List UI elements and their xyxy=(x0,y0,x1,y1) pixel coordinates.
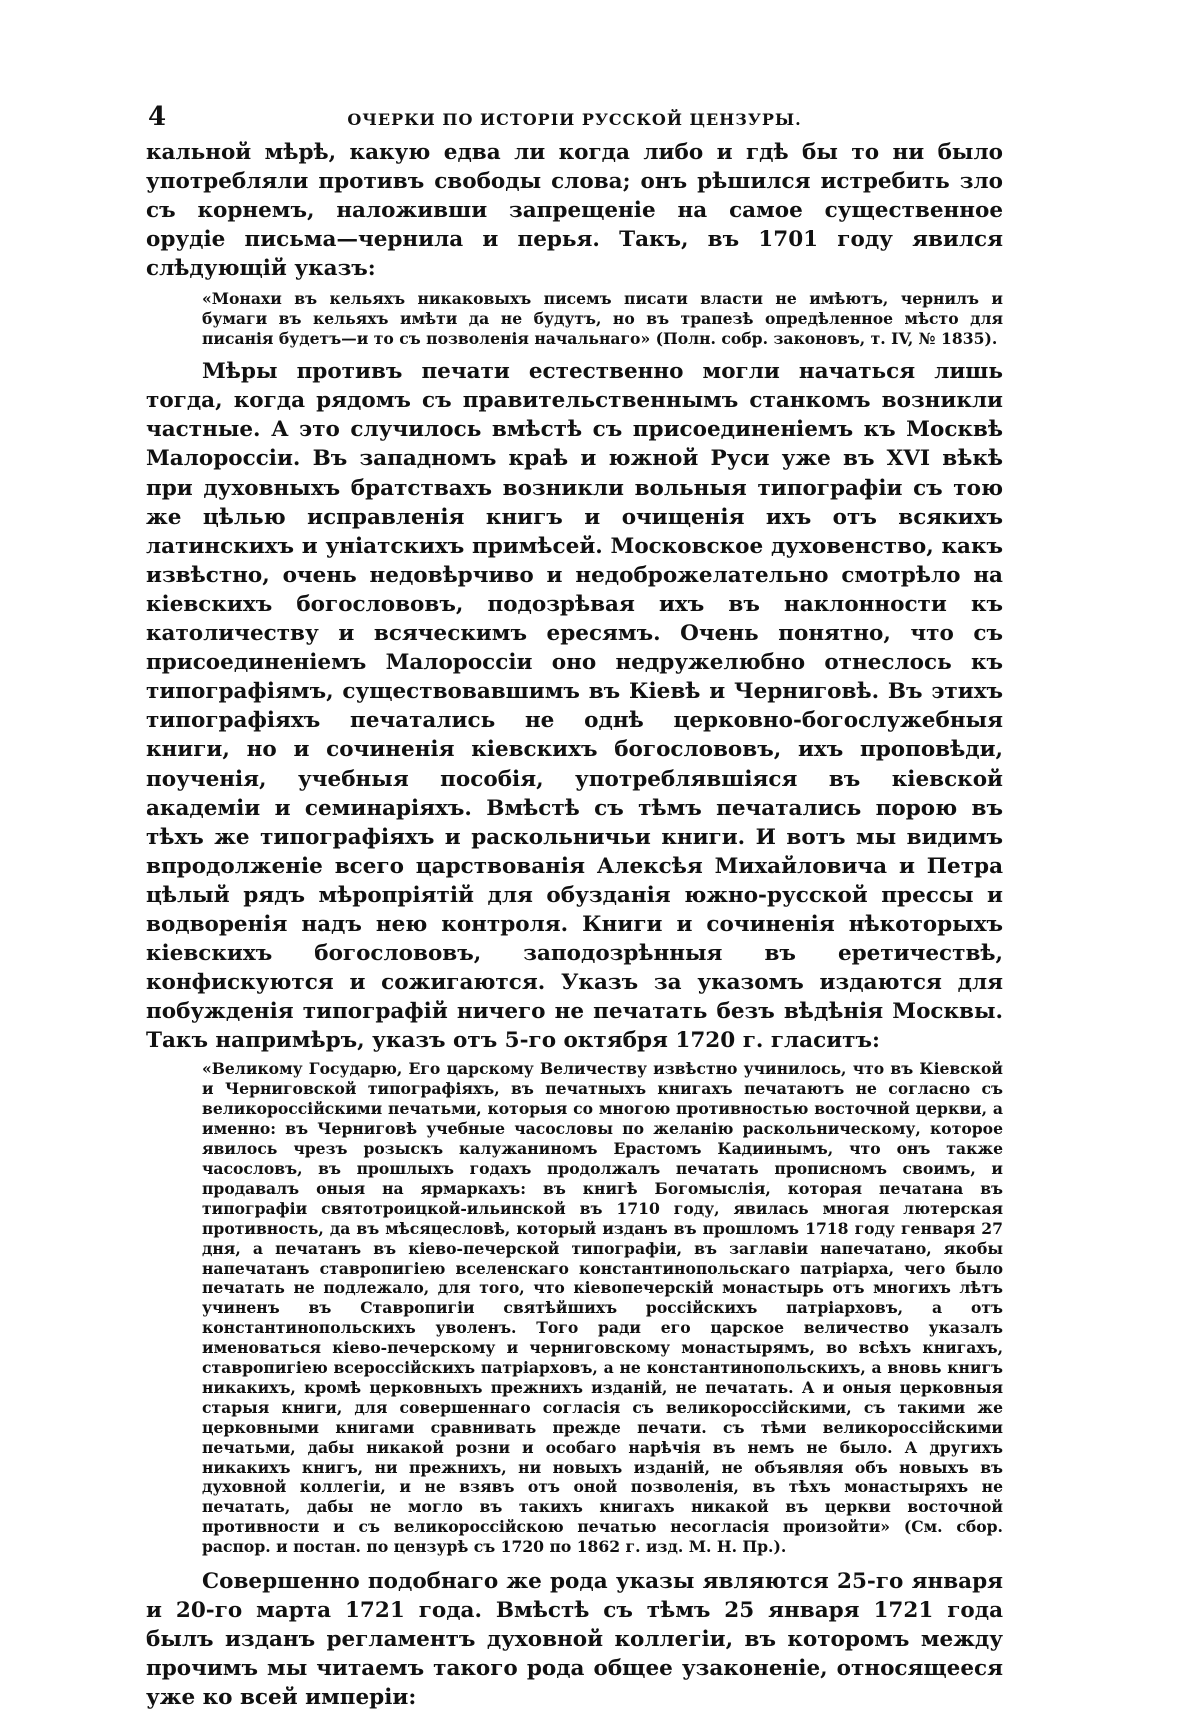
running-title: ОЧЕРКИ ПО ИСТОРІИ РУССКОЙ ЦЕНЗУРЫ. xyxy=(347,110,802,129)
body-paragraph-2: Мѣры противъ печати естественно могли начаться лишь тогда, когда рядомъ съ правительственнымъ станкомъ возникли частные. А это случилось вмѣстѣ съ присоединеніемъ къ Москвѣ Малороссіи. Въ западномъ краѣ и южной Руси уже въ XVI вѣкѣ при духовныхъ братствахъ возникли вольныя типографіи съ тою же цѣлью исправленія книгъ и очищенія ихъ отъ всякихъ латинскихъ и уніатскихъ примѣсей. Московское духовенство, какъ извѣстно, очень недовѣрчиво и недоброжелательно смотрѣло на кіевскихъ богослововъ, подозрѣвая ихъ въ наклонности къ католичеству и всяческимъ ересямъ. Очень понятно, что съ присоединеніемъ Малороссіи оно недружелюбно отнеслось къ типографіямъ, существовавшимъ въ Кіевѣ и Черниговѣ. Въ этихъ типографіяхъ печатались не однѣ церковно-богослужебныя книги, но и сочиненія кіевскихъ богослововъ, ихъ проповѣди, поученія, учебныя пособія, употреблявшіяся въ кіевской академіи и семинаріяхъ. Вмѣстѣ съ тѣмъ печатались порою въ тѣхъ же типографіяхъ и раскольничьи книги. И вотъ мы видимъ впродолженіе всего царствованія Алексѣя Михайловича и Петра цѣлый рядъ мѣропріятій для обузданія южно-русской прессы и водворенія надъ нею контроля. Книги и сочиненія нѣкоторыхъ кіевскихъ богослововъ, заподозрѣнныя въ еретичествѣ, конфискуются и сожигаются. Указъ за указомъ издаются для побужденія типографій ничего не печатать безъ вѣдѣнія Москвы. Такъ напримѣръ, указъ отъ 5-го октября 1720 г. гласитъ: xyxy=(146,359,1003,1054)
running-head xyxy=(146,100,1003,138)
body-paragraph-1: кальной мѣрѣ, какую едва ли когда либо и гдѣ бы то ни было употребляли противъ свободы слова; онъ рѣшился истребить зло съ корнемъ, наложивши запрещеніе на самое существенное орудіе письма—чернила и перья. Такъ, въ 1701 году явился слѣдующій указъ: xyxy=(146,140,1003,282)
body-paragraph-3: Совершенно подобнаго же рода указы являются 25-го января и 20-го марта 1721 года. Вмѣстѣ съ тѣмъ 25 января 1721 года былъ изданъ регламентъ духовной коллегіи, въ которомъ между прочимъ мы читаемъ такого рода общее узаконеніе, относящееся уже ко всей имперіи: xyxy=(146,1569,1003,1711)
page-number: 4 xyxy=(148,102,167,132)
quoted-decree-1: «Монахи въ кельяхъ никаковыхъ писемъ писати власти не имѣютъ, чернилъ и бумаги въ кельяхъ имѣти да не будутъ, но въ трапезѣ опредѣленное мѣсто для писанія будетъ—и то съ позволенія начальнаго» (Полн. собр. законовъ, т. IV, № 1835). xyxy=(202,289,1003,349)
quoted-decree-2: «Великому Государю, Его царскому Величеству извѣстно учинилось, что въ Кіевской и Черниговской типографіяхъ, въ печатныхъ книгахъ печатаютъ не согласно съ великороссійскими печатьми, которыя со многою противностью восточной церкви, а именно: въ Черниговѣ учебные часословы по желанію раскольническому, которое явилось чрезъ розыскъ калужаниномъ Ерастомъ Кадиинымъ, что онъ также часословъ, въ прошлыхъ годахъ продолжалъ печатать прописномъ своимъ, и продавалъ оныя на ярмаркахъ: въ книгѣ Богомыслія, которая печатана въ типографіи святотроицкой-ильинской въ 1710 году, явилась многая лютерская противность, да въ мѣсяцесловѣ, который изданъ въ прошломъ 1718 году генваря 27 дня, а печатанъ въ кіево-печерской типографіи, въ заглавіи напечатано, якобы напечатанъ ставропигіею вселенскаго константинопольскаго патріарха, чего было печатать не подлежало, для того, что кіевопечерскій монастырь отъ многихъ лѣтъ учиненъ въ Ставропигіи святѣйшихъ россійскихъ патріарховъ, а отъ константинопольскихъ уволенъ. Того ради его царское величество указалъ именоваться кіево-печерскому и черниговскому монастырямъ, во всѣхъ книгахъ, ставропигіею всероссійскихъ патріарховъ, а не константинопольскихъ, а вновь книгъ никакихъ, кромѣ церковныхъ прежнихъ изданій, не печатать. А и оныя церковныя старыя книги, для совершеннаго согласія съ великороссійскими, съ такими же церковными книгами сравнивать прежде печати. съ тѣми великороссійскими печатьми, дабы никакой розни и особаго нарѣчія въ немъ не было. А другихъ никакихъ книгъ, ни прежнихъ, ни новыхъ изданій, не объявляя объ новыхъ въ духовной коллегіи, и не взявъ отъ оной позволенія, въ тѣхъ монастыряхъ не печатать, дабы не могло въ такихъ книгахъ никакой въ церкви восточной противности и съ великороссійскою печатью несогласія произойти» (См. сбор. распор. и постан. по цензурѣ съ 1720 по 1862 г. изд. М. Н. Пр.). xyxy=(202,1059,1003,1557)
book-page xyxy=(146,100,1003,1713)
